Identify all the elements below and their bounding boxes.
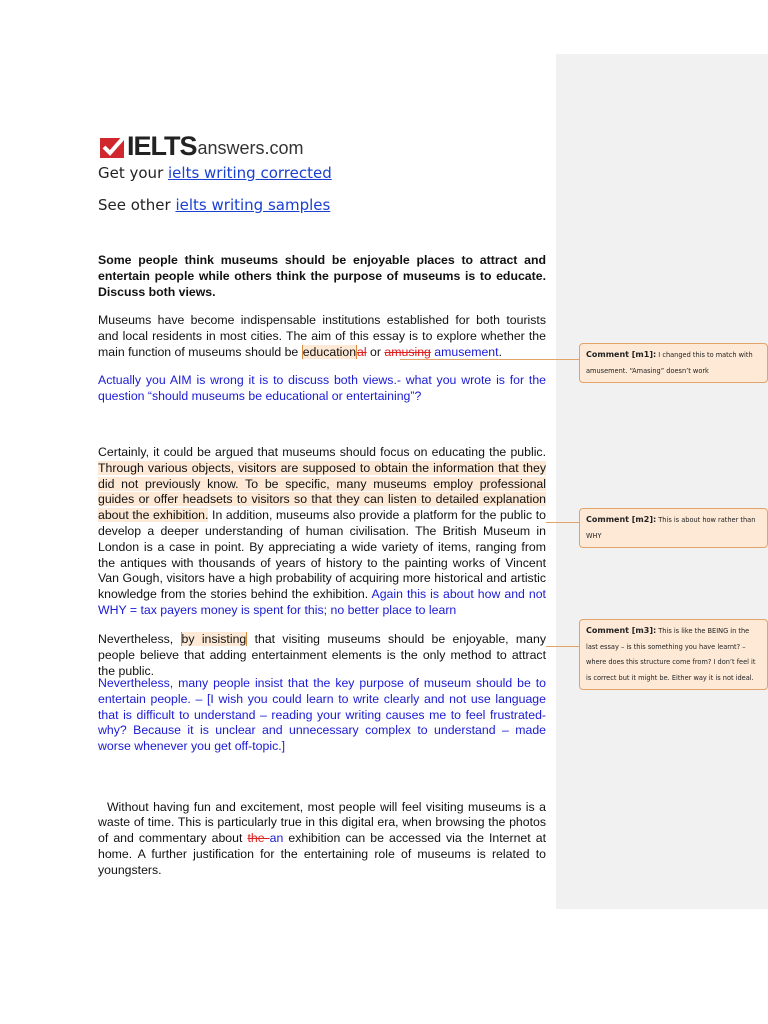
intro-mid-text: or (366, 344, 385, 359)
comment-margin-pane (556, 54, 768, 909)
paragraph-intro (98, 313, 546, 360)
education-text: In addition, museums also provide a platform for the public to develop a deeper understanding of human civilisation. The British Museum in London is a case in point. By appreciating a wide variety of items, ranging from the antiques with thousands of years of history to the painting works of Vincent Van Gough, visitors have a high probability of acquiring more historical and artistic knowledge from the stories behind the exhibition. (98, 508, 547, 602)
comment-m1[interactable] (579, 343, 768, 383)
logo-answers-text: answers.com (197, 138, 304, 158)
inserted-text: amusement (430, 344, 499, 359)
comment-anchor-m2[interactable]: Through various objects, visitors are supposed to obtain the information that they did not previously know. To be specific, many museums employ professional guides or offer headsets to visitors so that they can listen to detailed explanation about the exhibition. (98, 460, 546, 523)
question-text: Some people think museums should be enjoyable places to attract and entertain people while others think the purpose of museums is to educate. Discuss both views. (98, 253, 546, 299)
feedback-clarity (98, 676, 546, 755)
comment-text: This is about how rather than WHY (586, 516, 756, 540)
checkmark-logo-icon (100, 134, 126, 158)
fun-start: Without having fun and excitement, most people will feel visiting museums is a waste of time. This is particularly true in this digital era, when browsing the photos of and commentary about (98, 799, 550, 846)
comment-anchor-m1[interactable]: education (302, 344, 357, 359)
comment-anchor-m3[interactable]: by insisting (181, 632, 247, 646)
ielts-logo[interactable] (100, 128, 304, 161)
comment-m3[interactable] (579, 619, 768, 690)
promo-line-corrected (98, 164, 332, 182)
paragraph-fun (98, 768, 550, 894)
essay-question (98, 253, 546, 300)
promo-prefix: Get your (98, 164, 168, 182)
paragraph-education (98, 445, 546, 619)
deleted-text: amusing (384, 344, 431, 359)
entertainment-text: that visiting museums should be enjoyable, many people believe that adding entertainment elements is the only method to attract the public. (98, 632, 546, 678)
fun-text: exhibition can be accessed via the Internet at home. A further justification for the entertaining role of museums is related to youngsters. (98, 831, 550, 877)
comment-text: This is like the BEING in the last essay – is this something you have learnt? – where does this structure come from? I don’t feel it is correct but it might be. Either way it is not ideal. (586, 627, 756, 682)
comment-m2[interactable] (579, 508, 768, 548)
feedback-aim-text: Actually you AIM is wrong it is to discuss both views.- what you wrote is for the question “should museums be educational or entertaining”? (98, 373, 546, 403)
comment-leader-m3 (546, 646, 579, 647)
deleted-text: the (247, 831, 270, 846)
writing-samples-link[interactable]: ielts writing samples (175, 196, 331, 214)
promo-prefix: See other (98, 196, 176, 214)
comment-text: I changed this to match with amusement. “Amasing” doesn’t work (586, 351, 753, 375)
comment-leader-m2 (546, 522, 579, 523)
entertainment-start: Nevertheless, (98, 632, 181, 646)
deleted-text: al (357, 344, 367, 359)
intro-text: Museums have become indispensable institutions established for both tourists and local residents in most cities. The aim of this essay is to explore whether the main function of museums should be (98, 313, 546, 359)
comment-tag: Comment [m3]: (586, 626, 657, 635)
promo-line-samples (98, 196, 330, 214)
comment-leader-m1 (400, 359, 579, 360)
education-start: Certainly, it could be argued that museums should focus on educating the public. (98, 445, 546, 459)
feedback-clarity-text: Nevertheless, many people insist that the key purpose of museum should be to entertain people. – [I wish you could learn to write clearly and not use language that is difficult to understand – reading your writing causes me to feel frustrated- why? Because it is unclear and unnecessary complex to understand – made worse whenever you get off-topic.] (98, 676, 546, 754)
paragraph-entertainment (98, 632, 546, 679)
intro-end: . (498, 344, 502, 359)
inserted-text: an (269, 831, 284, 846)
comment-tag: Comment [m1]: (586, 350, 657, 359)
comment-tag: Comment [m2]: (586, 515, 657, 524)
logo-ielts-text: IELTS (127, 131, 197, 161)
feedback-inline: Again this is about how and not WHY = tax payers money is spent for this; no better place to learn (98, 587, 546, 617)
feedback-aim (98, 373, 546, 405)
writing-corrected-link[interactable]: ielts writing corrected (168, 164, 332, 182)
